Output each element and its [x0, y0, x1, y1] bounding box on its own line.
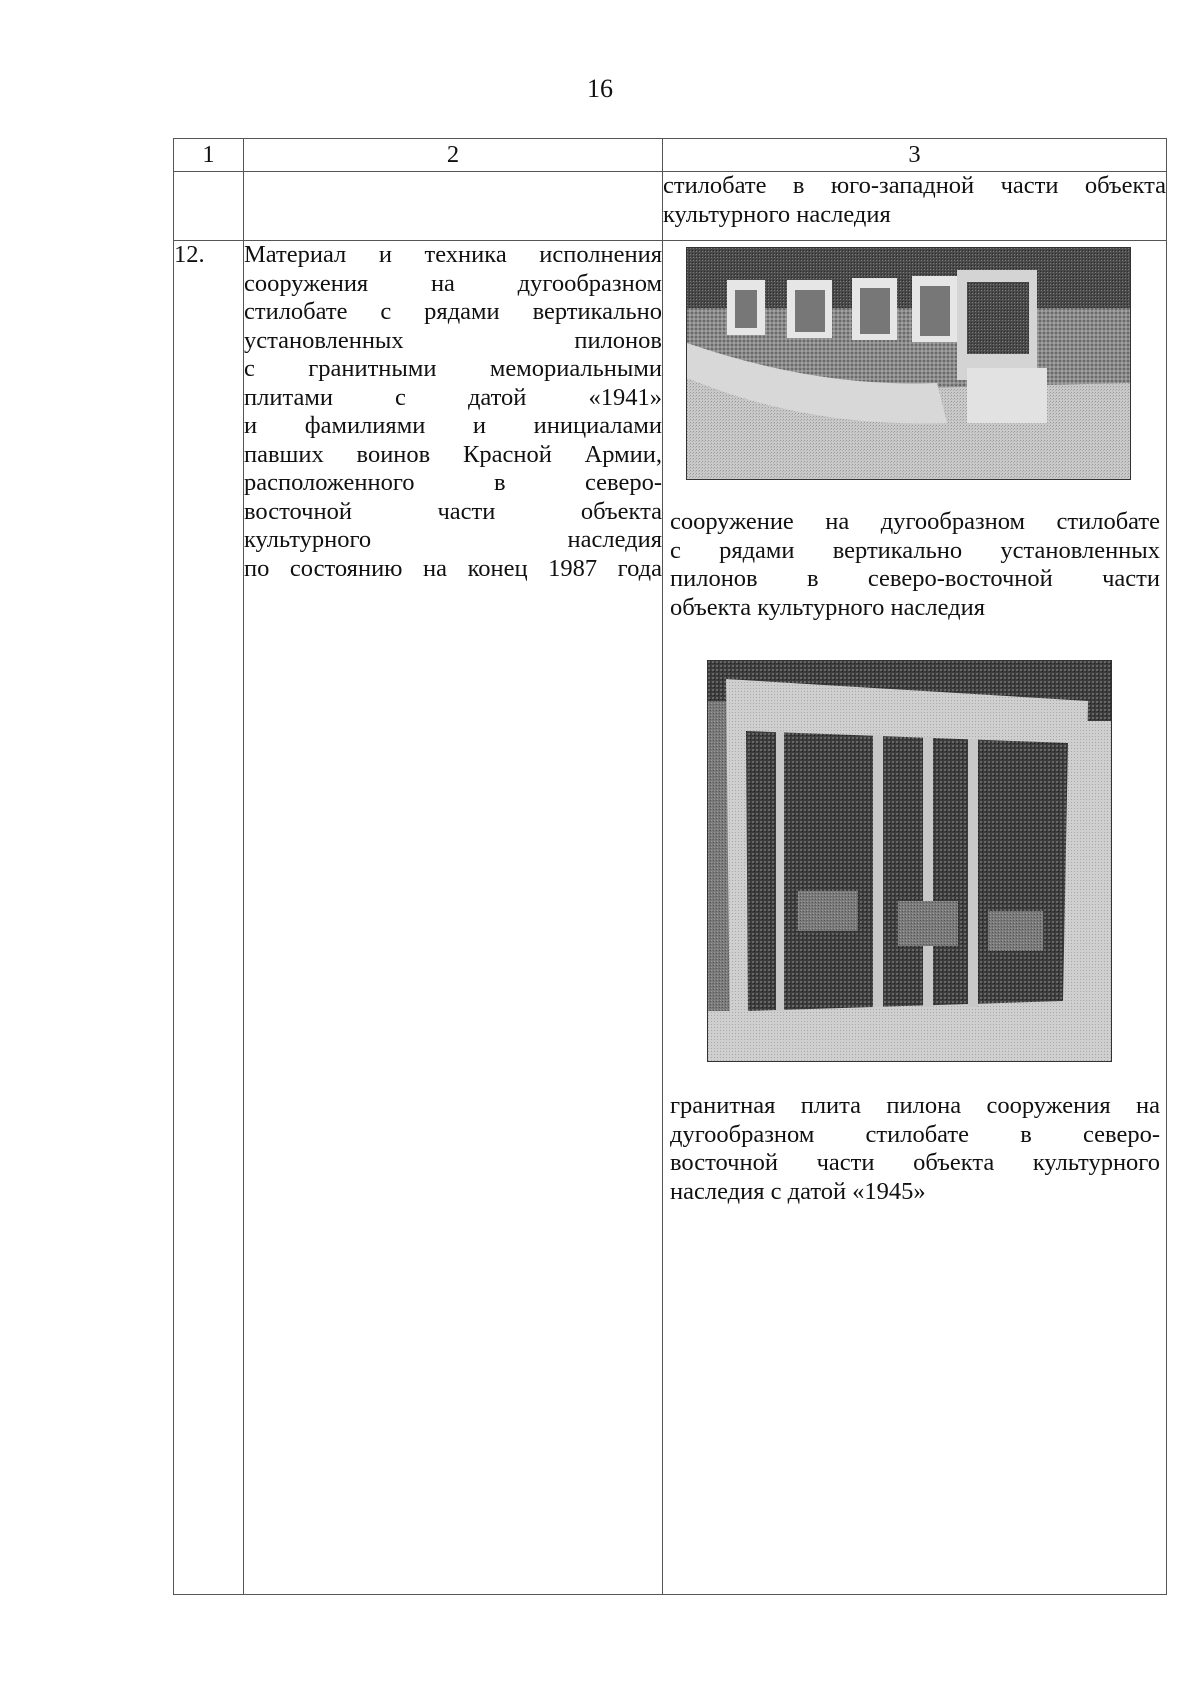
header-col-2: 2	[244, 139, 663, 172]
header-col-3: 3	[663, 139, 1167, 172]
table-row-12	[174, 241, 1167, 1595]
description-line: сооружения на дугообразном	[244, 269, 662, 297]
row-number: 12.	[174, 241, 244, 1595]
caption-line: восточной части объекта культурного	[670, 1149, 1160, 1176]
description-cell	[244, 241, 663, 1595]
continuation-col-2	[244, 172, 663, 241]
table-header-row	[174, 139, 1167, 172]
caption-line: дугообразном стилобате в северо-	[670, 1120, 1160, 1148]
table-row-continuation	[174, 172, 1167, 241]
description-line: культурного наследия	[244, 526, 662, 553]
description-line: Материал и техника исполнения	[244, 241, 662, 268]
caption-line: с рядами вертикально установленных	[670, 536, 1160, 564]
caption-line: объекта культурного наследия	[670, 593, 985, 621]
photo2-caption	[663, 1092, 1166, 1206]
header-col-1: 1	[174, 139, 244, 172]
page-number: 16	[587, 74, 613, 103]
description-line: стилобате с рядами вертикально	[244, 298, 662, 325]
heritage-table	[173, 138, 1167, 1595]
description-line: восточной части объекта	[244, 497, 662, 525]
description-line: павших воинов Красной Армии,	[244, 440, 662, 468]
description-line: установленных пилонов	[244, 326, 662, 354]
photos-cell	[663, 241, 1167, 1595]
photo1-caption	[663, 508, 1166, 622]
description-line: по состоянию на конец 1987 года	[244, 554, 662, 582]
caption-line: сооружение на дугообразном стилобате	[670, 508, 1160, 535]
description-line: и фамилиями и инициалами	[244, 412, 662, 439]
memorial-overview-photo	[686, 247, 1131, 480]
caption-line: наследия с датой «1945»	[670, 1177, 926, 1205]
description-line: с гранитными мемориальными	[244, 355, 662, 382]
granite-plate-photo	[707, 660, 1112, 1062]
caption-line: стилобате в юго-западной части объекта	[663, 172, 1166, 199]
caption-line: пилонов в северо-восточной части	[670, 565, 1160, 592]
continuation-col-1	[174, 172, 244, 241]
description-line: плитами с датой «1941»	[244, 383, 662, 411]
caption-line: гранитная плита пилона сооружения на	[670, 1092, 1160, 1119]
continuation-caption	[663, 172, 1166, 229]
caption-line: культурного наследия	[663, 200, 891, 228]
description-line: расположенного в северо-	[244, 469, 662, 496]
continuation-col-3	[663, 172, 1167, 241]
